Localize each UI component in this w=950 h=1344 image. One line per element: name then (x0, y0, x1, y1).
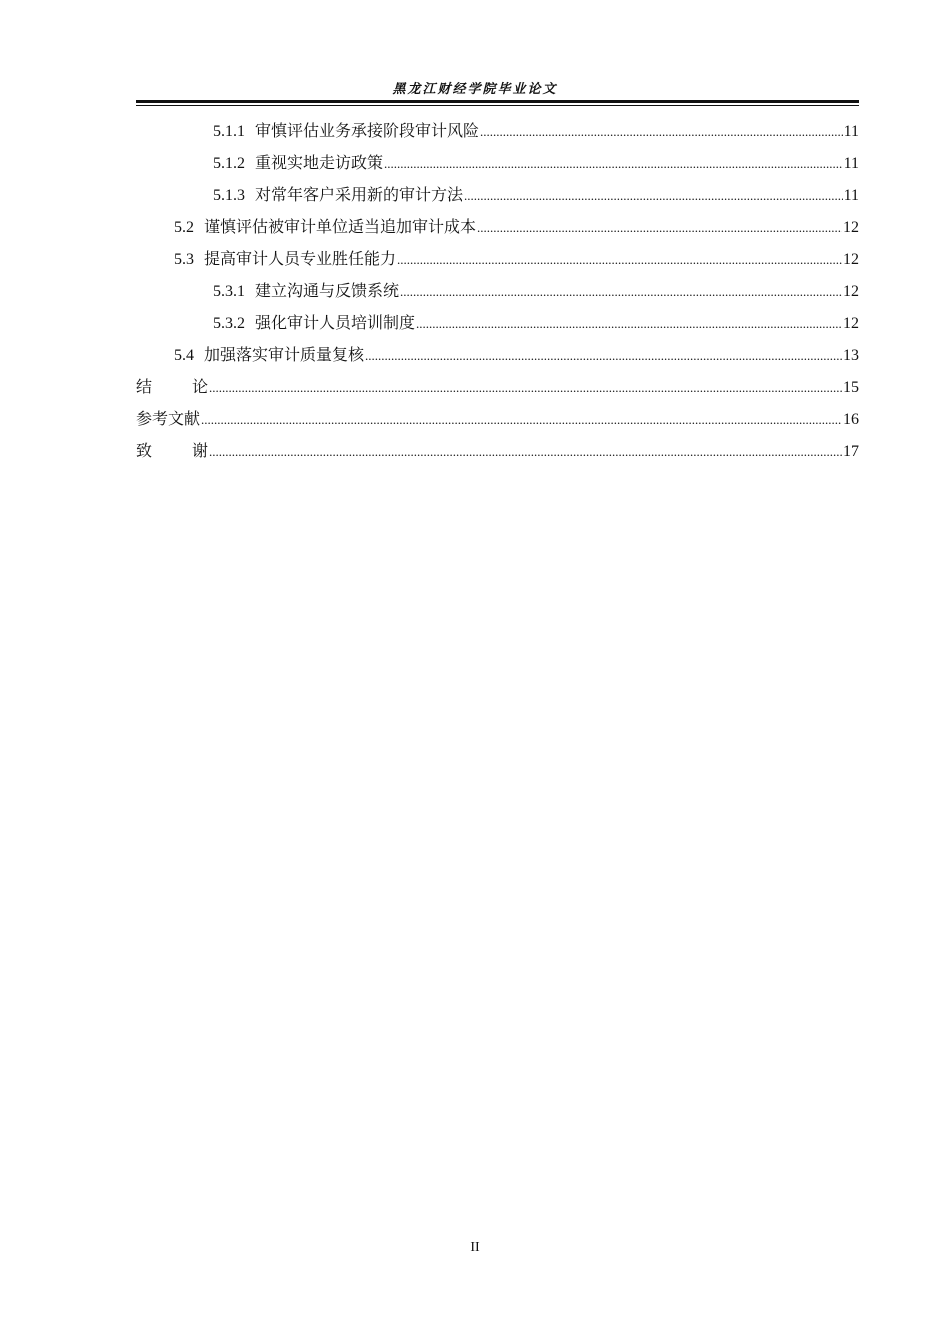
toc-entry-number: 5.1.3 (213, 187, 245, 204)
toc-entry-title: 致谢 (136, 443, 249, 460)
toc-entry-page: 11 (843, 187, 859, 204)
toc-leader-dots (365, 340, 842, 372)
toc-entry-number: 5.3.2 (213, 315, 245, 332)
toc-entry-page: 12 (843, 251, 859, 268)
toc-entry-number: 5.1.1 (213, 123, 245, 140)
toc-entry-number: 5.3.1 (213, 283, 245, 300)
toc-entry[interactable] (136, 340, 859, 372)
toc-leader-dots (397, 244, 842, 276)
toc-leader-dots (400, 276, 842, 308)
toc-entry-page: 17 (843, 443, 859, 460)
toc-entry-number: 5.2 (174, 219, 194, 236)
toc-entry-title: 审慎评估业务承接阶段审计风险 (255, 123, 480, 140)
header-rule-thin (136, 105, 859, 106)
toc-entry-title: 谨慎评估被审计单位适当追加审计成本 (204, 219, 477, 236)
toc-entry-page: 12 (843, 219, 859, 236)
toc-entry-title: 强化审计人员培训制度 (255, 315, 416, 332)
toc-leader-dots (209, 372, 842, 404)
toc-leader-dots (201, 404, 842, 436)
table-of-contents (136, 116, 859, 468)
toc-entry-number: 5.4 (174, 347, 194, 364)
toc-entry-title: 结论 (136, 379, 249, 396)
toc-entry-page: 12 (843, 315, 859, 332)
header-rule-thick (136, 100, 859, 103)
toc-entry-title: 提高审计人员专业胜任能力 (204, 251, 397, 268)
toc-leader-dots (480, 116, 843, 148)
toc-entry-title: 建立沟通与反馈系统 (255, 283, 400, 300)
toc-entry-title: 对常年客户采用新的审计方法 (255, 187, 464, 204)
toc-entry[interactable] (136, 116, 859, 148)
toc-entry[interactable] (136, 244, 859, 276)
toc-leader-dots (209, 436, 842, 468)
toc-entry-page: 11 (843, 155, 859, 172)
page-header-title: 黑龙江财经学院毕业论文 (392, 81, 558, 96)
toc-entry[interactable] (136, 148, 859, 180)
toc-leader-dots (384, 148, 843, 180)
toc-entry[interactable] (136, 308, 859, 340)
toc-entry-page: 12 (843, 283, 859, 300)
toc-leader-dots (477, 212, 842, 244)
toc-entry-title: 参考文献 (136, 411, 201, 428)
toc-entry[interactable] (136, 212, 859, 244)
toc-entry-page: 16 (843, 411, 859, 428)
toc-leader-dots (416, 308, 842, 340)
toc-entry-acknowledgements[interactable] (136, 436, 859, 468)
toc-entry-page: 11 (843, 123, 859, 140)
toc-leader-dots (464, 180, 843, 212)
toc-entry-number: 5.3 (174, 251, 194, 268)
toc-entry-title: 加强落实审计质量复核 (204, 347, 365, 364)
toc-entry-references[interactable] (136, 404, 859, 436)
toc-entry-number: 5.1.2 (213, 155, 245, 172)
toc-entry[interactable] (136, 276, 859, 308)
toc-entry-conclusion[interactable] (136, 372, 859, 404)
toc-entry-page: 13 (843, 347, 859, 364)
page-number: II (470, 1240, 480, 1255)
toc-entry-page: 15 (843, 379, 859, 396)
toc-entry-title: 重视实地走访政策 (255, 155, 384, 172)
toc-entry[interactable] (136, 180, 859, 212)
